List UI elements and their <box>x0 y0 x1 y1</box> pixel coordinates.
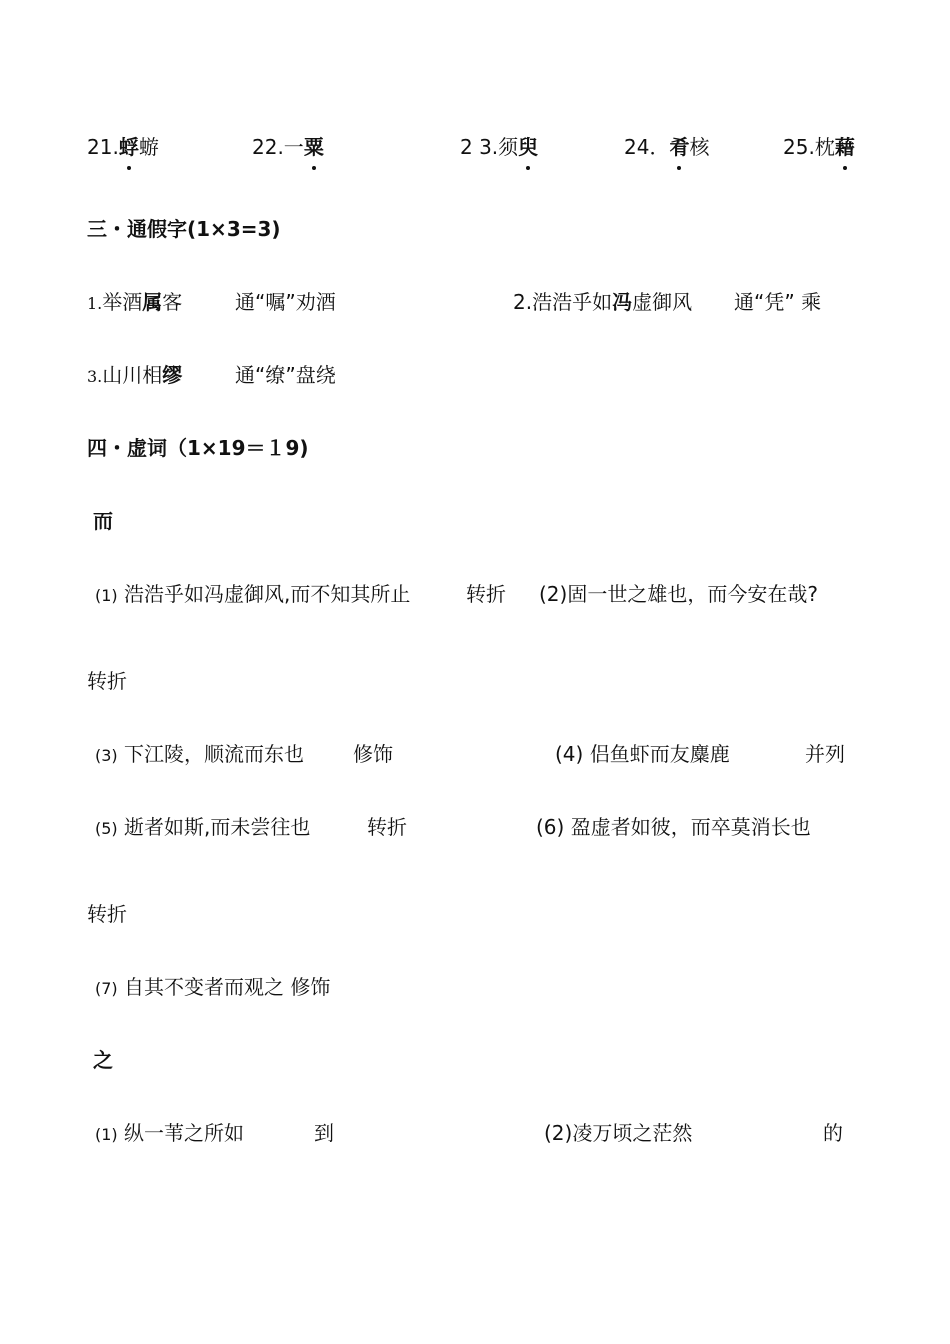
section-3-heading: 三・通假字(1×3=3) <box>87 217 281 241</box>
tongjia-item-2: 2.浩浩乎如冯虚御风 <box>513 290 693 314</box>
function-word-er: 而 <box>93 509 113 533</box>
dotted-char: 粟 <box>303 135 324 159</box>
er-answer-5: 转折 <box>367 815 407 839</box>
function-word-zhi: 之 <box>93 1048 113 1072</box>
er-item-1: (1) 浩浩乎如冯虚御风,而不知其所止 <box>95 582 411 606</box>
tongjia-item-1: 1.举酒属客 <box>87 290 183 314</box>
er-item-5: (5) 逝者如斯,而未尝往也 <box>95 815 311 839</box>
er-item-2: (2)固一世之雄也，而今安在哉? <box>539 582 818 606</box>
zhi-answer-2: 的 <box>823 1121 843 1145</box>
er-answer-1: 转折 <box>466 582 506 606</box>
zhi-answer-1: 到 <box>314 1121 334 1145</box>
tongjia-note-2: 通“凭” 乘 <box>734 290 822 314</box>
dotted-char: 肴 <box>669 135 690 159</box>
zhi-item-1: (1) 纵一苇之所如 <box>95 1121 245 1145</box>
vocab-item-23: 2 3.须臾 <box>460 135 539 159</box>
er-answer-2: 转折 <box>87 669 127 693</box>
er-answer-4: 并列 <box>805 742 845 766</box>
tongjia-note-1: 通“嘱”劝酒 <box>235 290 336 314</box>
vocab-item-25: 25.枕藉 <box>783 135 855 159</box>
dotted-char: 蜉 <box>118 135 139 159</box>
er-answer-6: 转折 <box>87 902 127 926</box>
vocab-item-22: 22.一粟 <box>252 135 324 159</box>
dotted-char: 藉 <box>834 135 855 159</box>
tongjia-item-3: 3.山川相缪 <box>87 363 183 387</box>
er-item-4: (4) 侣鱼虾而友麋鹿 <box>555 742 730 766</box>
er-item-7: (7) 自其不变者而观之 修饰 <box>95 975 331 999</box>
er-answer-3: 修饰 <box>353 742 393 766</box>
vocab-item-24: 24．肴核 <box>624 135 710 159</box>
er-item-3: (3) 下江陵，顺流而东也 <box>95 742 305 766</box>
er-answer-7: 修饰 <box>290 975 331 999</box>
er-item-6: (6) 盈虚者如彼，而卒莫消长也 <box>536 815 811 839</box>
section-4-heading: 四・虚词（1×19＝１9) <box>87 436 309 460</box>
dotted-char: 臾 <box>518 135 539 159</box>
vocab-item-21: 21.蜉蝣 <box>87 135 159 159</box>
tongjia-note-3: 通“缭”盘绕 <box>235 363 336 387</box>
zhi-item-2: (2)凌万顷之茫然 <box>544 1121 693 1145</box>
